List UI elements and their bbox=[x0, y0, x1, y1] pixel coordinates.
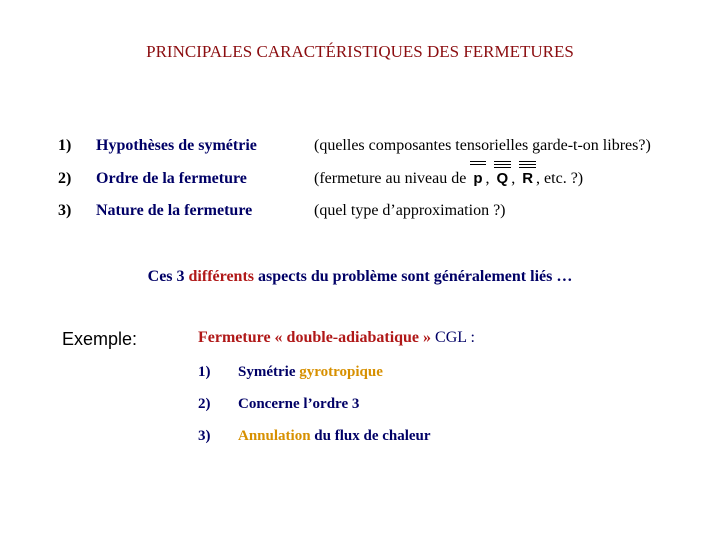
summary-line: Ces 3 différents aspects du problème sont généralement liés … bbox=[147, 268, 573, 285]
item-2-description-end: , etc. ?) bbox=[536, 170, 584, 187]
item-1-number: 1) bbox=[58, 137, 72, 154]
item-1-label: Hypothèses de symétrie bbox=[96, 137, 257, 154]
example-title: Fermeture « double-adiabatique » CGL : bbox=[198, 329, 475, 346]
summary-highlight: différents bbox=[188, 268, 254, 285]
tensor-r: R bbox=[519, 170, 536, 187]
item-2-number: 2) bbox=[58, 170, 72, 187]
item-3-number: 3) bbox=[58, 202, 72, 219]
item-3-label: Nature de la fermeture bbox=[96, 202, 253, 219]
example-sub-1-number: 1) bbox=[198, 364, 211, 380]
example-sub-3-number: 3) bbox=[198, 428, 211, 444]
example-sub-1-text: Symétrie gyrotropique bbox=[238, 364, 383, 380]
example-sub-3-text: Annulation du flux de chaleur bbox=[238, 428, 431, 444]
tensor-p: p bbox=[470, 170, 485, 187]
page-title: PRINCIPALES CARACTÉRISTIQUES DES FERMETURES bbox=[146, 42, 574, 61]
example-label: Exemple: bbox=[62, 329, 138, 349]
item-3-description: (quel type d’approximation ?) bbox=[314, 202, 506, 219]
item-1-description: (quelles composantes tensorielles garde-t-on libres?) bbox=[314, 137, 651, 154]
item-2-description-start: (fermeture au niveau de bbox=[314, 170, 467, 187]
item-2-description: (fermeture au niveau de p , Q , R , etc. ?) bbox=[314, 170, 583, 188]
example-sub-2-number: 2) bbox=[198, 396, 211, 412]
item-2-label: Ordre de la fermeture bbox=[96, 170, 247, 187]
tensor-q: Q bbox=[494, 170, 512, 187]
example-sub-2-text: Concerne l’ordre 3 bbox=[238, 396, 360, 412]
